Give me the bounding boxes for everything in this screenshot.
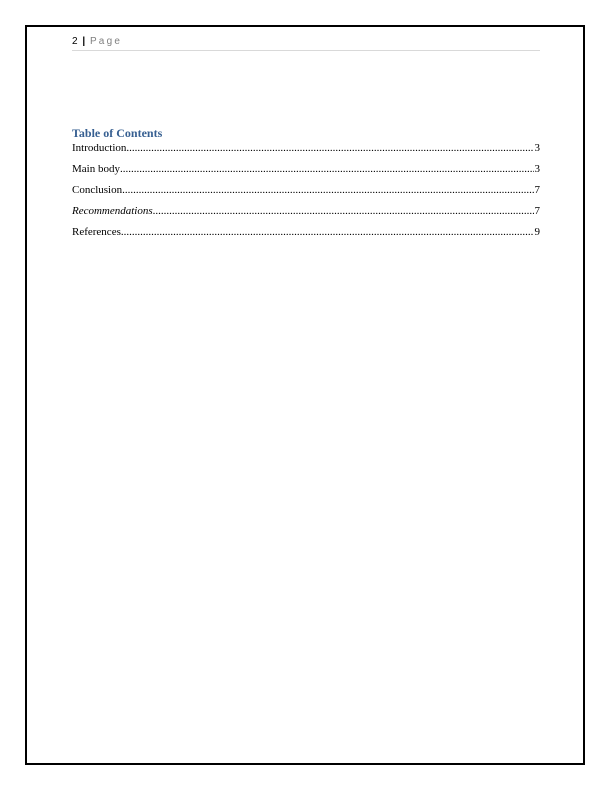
header-page-word: Page: [89, 36, 123, 47]
toc-entry-label: Main body: [72, 163, 120, 175]
toc-entry-conclusion[interactable]: [72, 183, 540, 204]
toc-entry-page: 7: [534, 184, 540, 196]
toc-entry-recommendations[interactable]: [72, 204, 540, 225]
toc-entry-label: Conclusion: [72, 184, 123, 196]
toc-dot-leader: [120, 162, 534, 176]
toc-dot-leader: [153, 204, 534, 218]
toc-dot-leader: [121, 225, 534, 239]
toc-entry-page: 7: [534, 205, 540, 217]
toc-title: Table of Contents: [72, 126, 163, 140]
page-header: [72, 34, 540, 51]
toc-entry-label: Introduction: [72, 142, 127, 154]
toc-dot-leader: [122, 183, 533, 197]
toc-entry-page: 3: [534, 163, 540, 175]
header-page-number: 2: [72, 36, 78, 47]
toc-entry-main-body[interactable]: [72, 162, 540, 183]
toc-entry-page: 9: [534, 226, 540, 238]
toc-list: [72, 141, 540, 246]
header-separator: |: [82, 36, 86, 47]
toc-entry-introduction[interactable]: [72, 141, 540, 162]
toc-dot-leader: [126, 141, 533, 155]
toc-entry-page: 3: [534, 142, 540, 154]
toc-entry-references[interactable]: [72, 225, 540, 246]
toc-entry-label: Recommendations: [72, 205, 153, 217]
toc-entry-label: References: [72, 226, 121, 238]
